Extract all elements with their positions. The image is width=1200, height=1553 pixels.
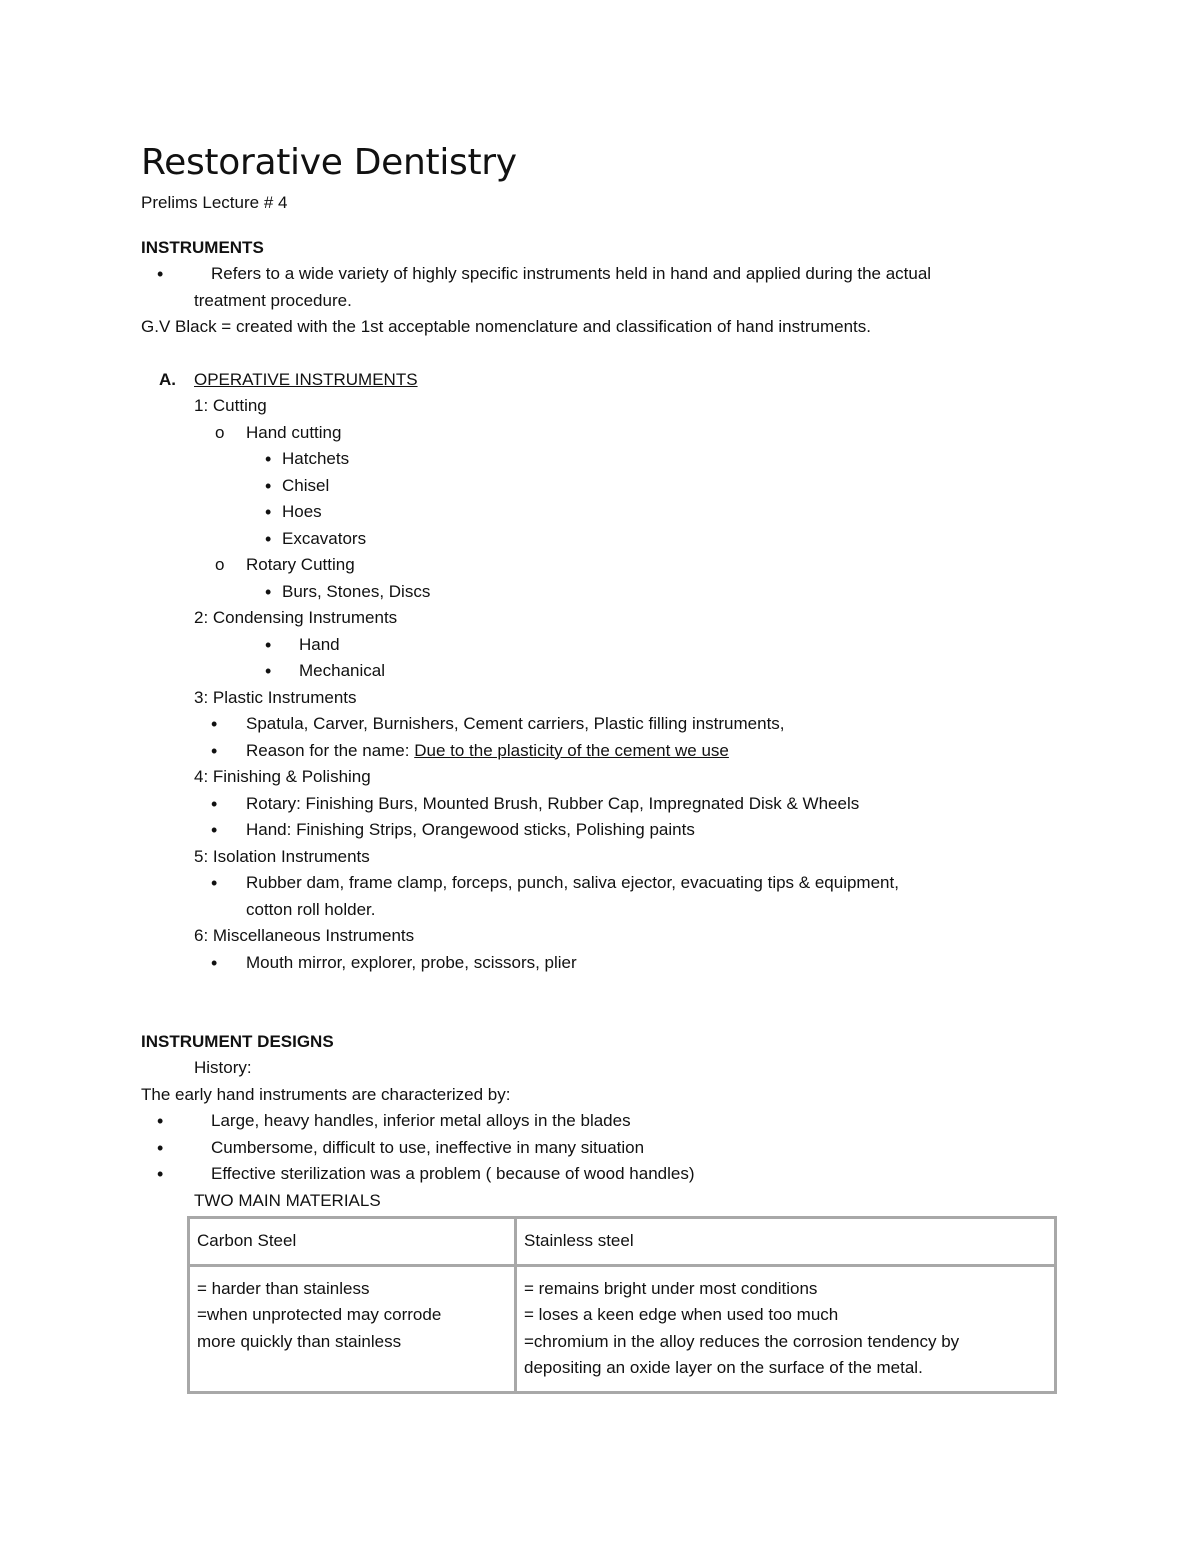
table-row <box>189 1265 1056 1392</box>
finishing-item <box>141 791 1061 818</box>
document-page <box>141 140 1061 1394</box>
misc-item-text: Mouth mirror, explorer, probe, scissors, plier <box>246 952 577 972</box>
designs-item-text: Large, heavy handles, inferior metal alloys in the blades <box>211 1111 631 1130</box>
designs-item <box>141 1161 1061 1188</box>
operative-heading: OPERATIVE INSTRUMENTS <box>194 369 418 389</box>
operative-heading-row <box>141 367 1061 394</box>
history-label: History: <box>194 1058 252 1077</box>
designs-item <box>141 1135 1061 1162</box>
rotary-sub-item <box>141 579 1061 606</box>
designs-item-text: Cumbersome, difficult to use, ineffective in many situation <box>211 1137 645 1157</box>
plastic-item-text: Spatula, Carver, Burnishers, Cement carriers, Plastic filling instruments, <box>246 714 785 733</box>
instruments-bullet <box>141 261 1061 288</box>
isolation-item <box>141 870 1061 897</box>
instruments-heading: INSTRUMENTS <box>141 238 264 257</box>
finishing-item <box>141 817 1061 844</box>
condensing-item <box>141 632 1061 659</box>
stainless-line: depositing an oxide layer on the surface of the metal. <box>524 1358 923 1377</box>
hand-cutting-sub-item <box>141 446 1061 473</box>
condensing-heading: 2: Condensing Instruments <box>194 608 398 627</box>
condensing-item <box>141 658 1061 685</box>
plastic-heading: 3: Plastic Instruments <box>194 687 357 707</box>
designs-item-text: Effective sterilization was a problem ( because of wood handles) <box>211 1164 695 1183</box>
designs-intro: The early hand instruments are characterized by: <box>141 1084 511 1104</box>
designs-heading: INSTRUMENT DESIGNS <box>141 1032 334 1051</box>
circle-bullet-icon: o <box>215 555 225 574</box>
table-header-row <box>189 1218 1056 1266</box>
hand-cutting-sub-item <box>141 499 1061 526</box>
section-letter: A. <box>159 369 176 389</box>
hand-cutting-sub-item <box>141 473 1061 500</box>
cutting-heading: 1: Cutting <box>194 396 267 415</box>
stainless-line: =chromium in the alloy reduces the corrosion tendency by <box>524 1331 960 1351</box>
carbon-steel-cell <box>189 1265 516 1392</box>
burs-stones-discs-label: Burs, Stones, Discs <box>282 581 431 601</box>
plastic-reason-text: Due to the plasticity of the cement we use <box>414 740 729 760</box>
hatchets-label: Hatchets <box>282 449 350 468</box>
hand-label: Hand <box>299 634 340 654</box>
rotary-cutting-label: Rotary Cutting <box>246 555 355 574</box>
materials-label: TWO MAIN MATERIALS <box>194 1190 381 1210</box>
table-header-cell: Stainless steel <box>516 1218 1056 1266</box>
mechanical-label: Mechanical <box>299 661 385 680</box>
finishing-rotary-text: Rotary: Finishing Burs, Mounted Brush, Rubber Cap, Impregnated Disk & Wheels <box>246 793 860 813</box>
plastic-reason-item <box>141 738 1061 765</box>
isolation-heading: 5: Isolation Instruments <box>194 846 370 866</box>
misc-item <box>141 950 1061 977</box>
table-header-cell: Carbon Steel <box>189 1218 516 1266</box>
stainless-steel-cell <box>516 1265 1056 1392</box>
hand-cutting-sub-item <box>141 526 1061 553</box>
circle-bullet-icon: o <box>215 422 225 442</box>
isolation-line1: Rubber dam, frame clamp, forceps, punch, saliva ejector, evacuating tips & equipment, <box>246 873 899 892</box>
carbon-line: = harder than stainless <box>197 1278 370 1298</box>
plastic-reason-label: Reason for the name: <box>246 740 415 760</box>
page-title: Restorative Dentistry <box>141 142 517 183</box>
stainless-line: = remains bright under most conditions <box>524 1278 818 1298</box>
isolation-line2: cotton roll holder. <box>246 899 376 919</box>
page-subtitle: Prelims Lecture # 4 <box>141 193 288 212</box>
designs-item <box>141 1108 1061 1135</box>
misc-heading: 6: Miscellaneous Instruments <box>194 926 415 945</box>
hand-cutting-item <box>141 420 1061 447</box>
gv-black-note: G.V Black = created with the 1st acceptable nomenclature and classification of hand instruments. <box>141 317 871 336</box>
finishing-heading: 4: Finishing & Polishing <box>194 767 371 786</box>
carbon-line: more quickly than stainless <box>197 1331 402 1351</box>
instruments-bullet-line2: treatment procedure. <box>194 290 352 310</box>
carbon-line: =when unprotected may corrode <box>197 1305 442 1324</box>
finishing-hand-text: Hand: Finishing Strips, Orangewood sticks, Polishing paints <box>246 820 695 839</box>
instruments-bullet-line1: Refers to a wide variety of highly specific instruments held in hand and applied during the actual <box>211 264 932 283</box>
materials-table <box>187 1216 1057 1394</box>
excavators-label: Excavators <box>282 528 367 548</box>
hand-cutting-label: Hand cutting <box>246 422 342 442</box>
plastic-item <box>141 711 1061 738</box>
rotary-cutting-item <box>141 552 1061 579</box>
hoes-label: Hoes <box>282 502 322 521</box>
chisel-label: Chisel <box>282 475 330 495</box>
stainless-line: = loses a keen edge when used too much <box>524 1305 839 1324</box>
